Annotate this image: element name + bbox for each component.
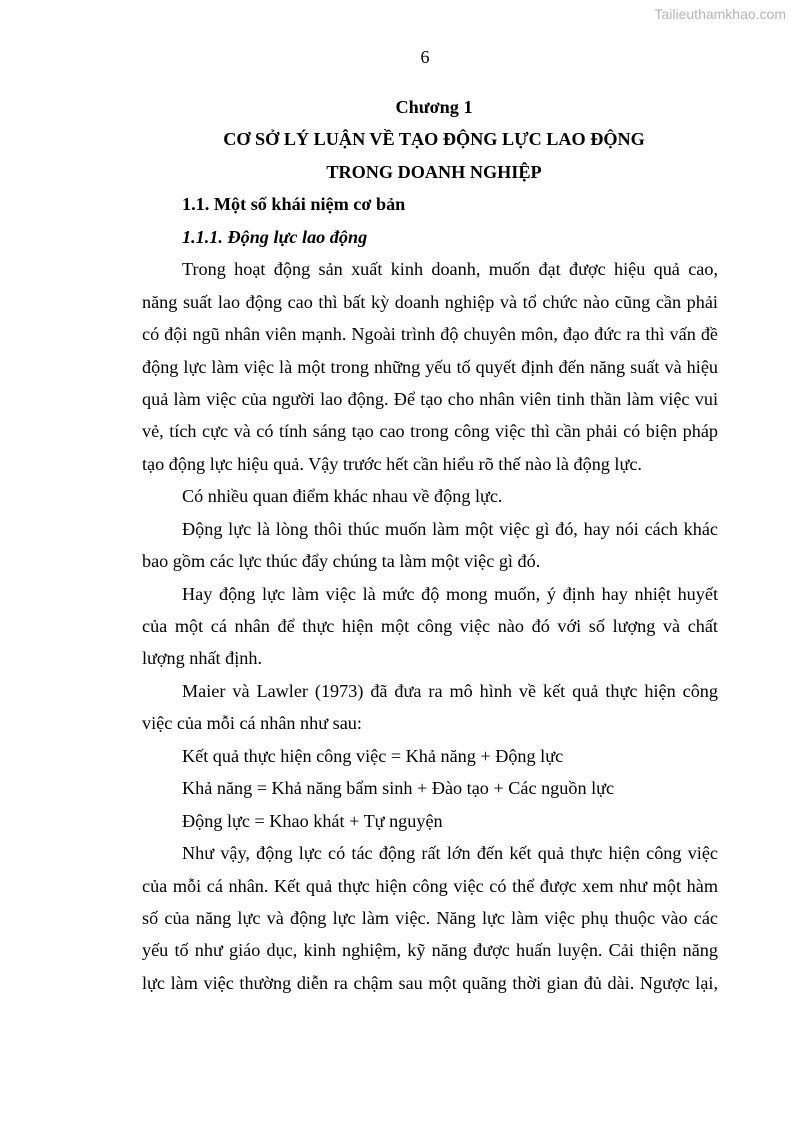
page-number: 6 <box>420 47 430 67</box>
text-line: bao gồm các lực thúc đẩy chúng ta làm một việc gì đó. <box>142 551 541 572</box>
text-line: của mỗi cá nhân. Kết quả thực hiện công việc có thể được xem như một hàm <box>142 875 718 896</box>
text-line: việc của mỗi cá nhân như sau: <box>142 713 362 734</box>
text-line: yếu tố như giáo dục, kinh nghiệm, kỹ năng được huấn luyện. Cải thiện năng <box>142 940 718 961</box>
text-line: Maier và Lawler (1973) đã đưa ra mô hình về kết quả thực hiện công <box>182 680 718 701</box>
text-line: quả làm việc của người lao động. Để tạo cho nhân viên tinh thần làm việc vui <box>142 388 718 409</box>
chapter-title-line: TRONG DOANH NGHIỆP <box>326 161 542 182</box>
text-line: vẻ, tích cực và có tính sáng tạo cao trong công việc thì cần phải có biện pháp <box>142 421 718 442</box>
formula-line: Động lực = Khao khát + Tự nguyện <box>182 810 443 831</box>
text-line: động lực làm việc là một trong những yếu tố quyết định đến năng suất và hiệu <box>142 356 718 377</box>
text-line: Động lực là lòng thôi thúc muốn làm một việc gì đó, hay nói cách khác <box>182 518 718 539</box>
section-heading: 1.1. Một số khái niệm cơ bản <box>182 194 406 215</box>
subsection-heading: 1.1.1. Động lực lao động <box>182 226 368 247</box>
formula-line: Khả năng = Khả năng bẩm sinh + Đào tạo + Các nguồn lực <box>182 778 615 799</box>
text-line: lực làm việc thường diễn ra chậm sau một quãng thời gian đủ dài. Ngược lại, <box>142 972 718 993</box>
formula-line: Kết quả thực hiện công việc = Khả năng + Động lực <box>182 745 564 766</box>
watermark: Tailieuthamkhao.com <box>654 6 786 22</box>
text-line: Trong hoạt động sản xuất kinh doanh, muốn đạt được hiệu quả cao, <box>182 259 718 280</box>
text-line: Hay động lực làm việc là mức độ mong muốn, ý định hay nhiệt huyết <box>182 583 718 604</box>
text-line: lượng nhất định. <box>142 648 263 669</box>
chapter-title-line: CƠ SỞ LÝ LUẬN VỀ TẠO ĐỘNG LỰC LAO ĐỘNG <box>223 129 645 150</box>
document-body <box>142 91 718 999</box>
text-line: Có nhiều quan điểm khác nhau về động lực. <box>182 486 503 507</box>
text-line: tạo động lực hiệu quả. Vậy trước hết cần hiểu rõ thế nào là động lực. <box>142 453 642 474</box>
text-line: số của năng lực và động lực làm việc. Năng lực làm việc phụ thuộc vào các <box>142 907 718 928</box>
text-line: có đội ngũ nhân viên mạnh. Ngoài trình độ chuyên môn, đạo đức ra thì vấn đề <box>142 324 718 345</box>
text-line: năng suất lao động cao thì bất kỳ doanh nghiệp và tổ chức nào cũng cần phải <box>142 291 718 312</box>
chapter-heading: Chương 1 <box>395 97 473 117</box>
text-line: Như vậy, động lực có tác động rất lớn đến kết quả thực hiện công việc <box>182 843 718 864</box>
text-line: của một cá nhân để thực hiện một công việc nào đó với số lượng và chất <box>142 616 718 636</box>
